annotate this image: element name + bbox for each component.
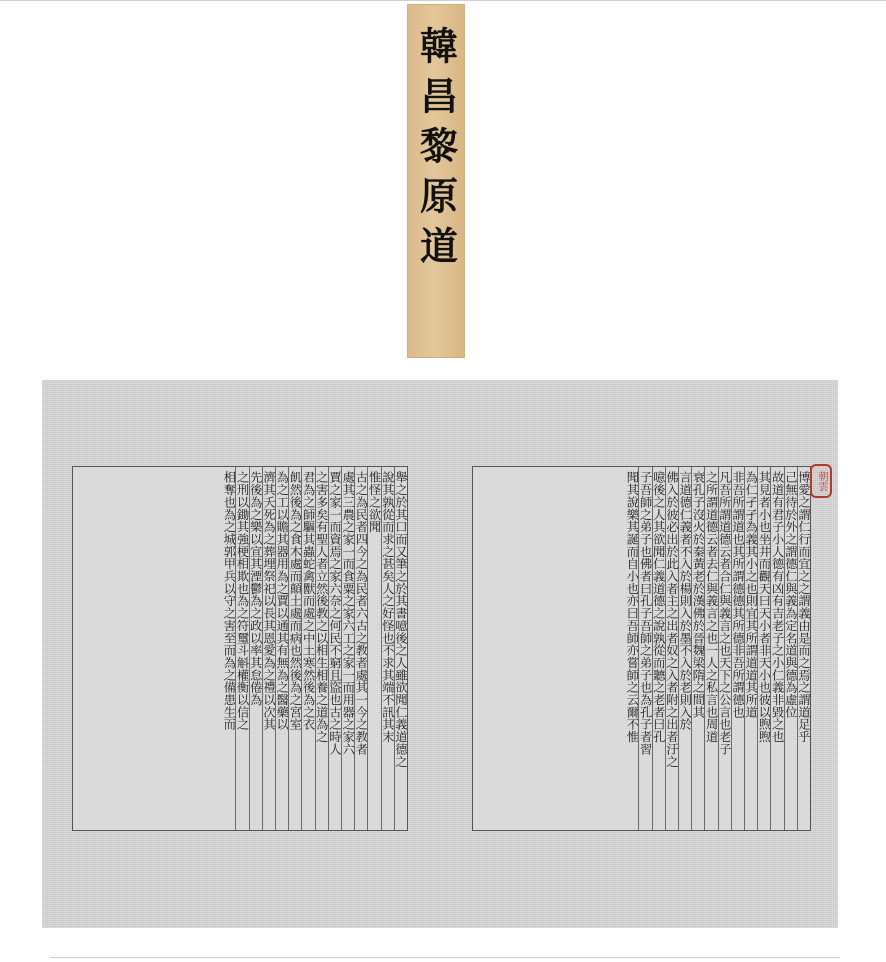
manuscript-panel (42, 380, 838, 928)
text-column: 飢然後為之食木處而顛土處而病也然後為之宮室 (288, 467, 301, 830)
text-column: 舉之於其口而又筆之於其書噫後之人雖欲聞仁義道德之 (394, 467, 407, 830)
text-column: 之害多矣有聖人者立然後教之以相生相養之道為之 (315, 467, 328, 830)
text-column: 古之為民者四今之為民者六古之教者處其一今之教者 (354, 467, 367, 830)
text-column: 處其三農之家一而食粟之家六工之家一而用器之家六 (341, 467, 354, 830)
text-column: 之刑以鋤其強梗相欺也為之符璽斗斛權衡以信之 (235, 467, 248, 830)
left-text-block (72, 466, 408, 831)
text-column: 衰孔子沒火於秦黃老於漢佛於晉魏梁隋之間其 (691, 467, 704, 830)
text-column: 子吾師之弟子也佛者曰孔子吾師之弟子也為孔子者習 (638, 467, 651, 830)
bottom-divider (50, 957, 840, 958)
text-column: 先後為之樂以宣其湮鬱為之政以率其怠倦為 (249, 467, 262, 830)
text-column: 聞其說樂其誕而自小也亦曰吾師亦嘗師之云爾不惟 (625, 471, 640, 743)
text-column: 其見者小也坐井而觀天曰天小者非天小也彼以煦煦 (757, 467, 770, 830)
text-column: 佛入於彼必出於此入者主之出者奴之入者附之出者汙之 (665, 467, 678, 830)
text-column: 說其孰從而求之甚矣人之好怪也不求其端不訊其末 (381, 467, 394, 830)
calligraphy-title: 韓昌黎原道 (413, 26, 459, 276)
text-column: 濟其夭死為之葬埋祭祀以長其恩愛為之禮以次其 (262, 467, 275, 830)
text-column: 己無待於外之謂德仁與義為定名道與德為虛位 (784, 467, 797, 830)
top-divider (0, 0, 886, 1)
text-column: 非吾所謂道也其所謂德德其所德非吾所謂德也 (731, 467, 744, 830)
text-column: 之所謂道德云者去仁與義言之也一人之私言也周道 (704, 467, 717, 830)
red-seal-stamp: 朝雲 (810, 464, 832, 498)
text-column: 惟怪之欲聞 (367, 467, 380, 830)
text-column: 為仁孑孑為義其小之也則宜其所謂道道其所道 (744, 467, 757, 830)
text-column: 為之工以贍其器用為之賈以通其有無為之醫藥以 (275, 467, 288, 830)
text-column: 相奪也為之城郭甲兵以守之害至而為之備患生而 (222, 471, 237, 731)
title-strip (407, 4, 465, 358)
text-column: 賈之家一而資焉之家六奈之何民不窮且盜也古之時人 (328, 467, 341, 830)
right-text-block (472, 466, 811, 831)
text-column: 噫後之人其欲聞仁義道德之說孰從而聽之老者曰孔 (652, 467, 665, 830)
text-column: 故道有君子小人德有凶有吉老子之小仁義非毀之也 (770, 467, 783, 830)
text-column: 凡吾所謂道德云者合仁與義言之也天下之公言也老子 (718, 467, 731, 830)
text-column: 博愛之謂仁行而宜之之謂義由是而之焉之謂道足乎 (797, 467, 810, 830)
text-column: 君為之師驅其蟲蛇禽獸而處之中土寒然後為之衣 (301, 467, 314, 830)
text-column: 言道德仁義者不入於楊則入於墨不入於老則入於 (678, 467, 691, 830)
